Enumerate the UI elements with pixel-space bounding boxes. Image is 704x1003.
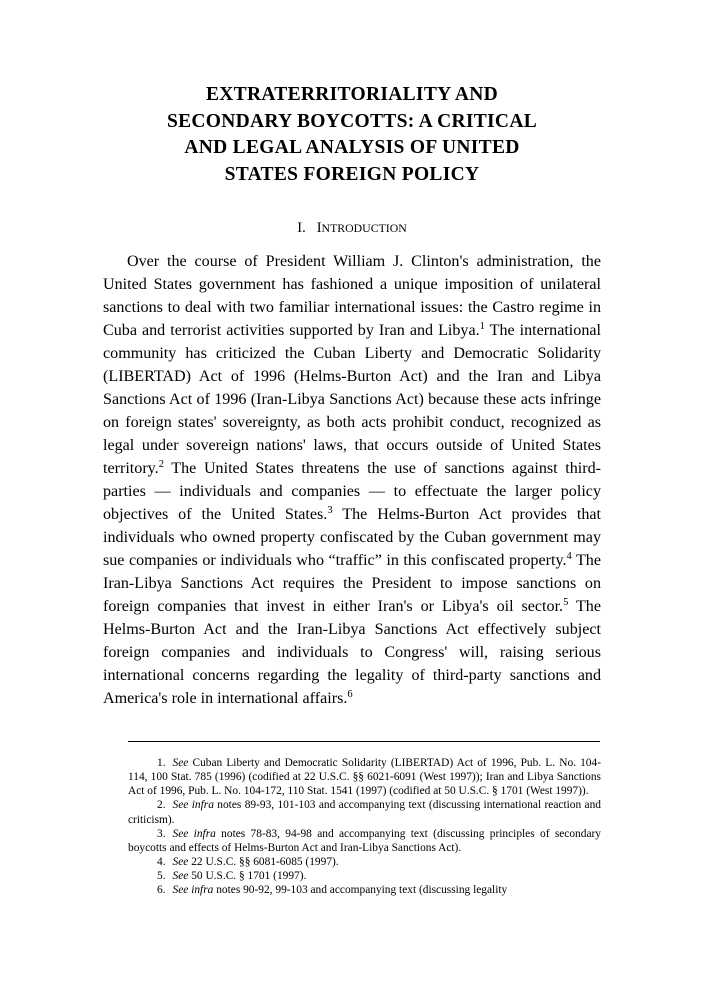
title-line-2: SECONDARY BOYCOTTS: A CRITICAL (166, 110, 538, 132)
body-run-3-text: The United States threatens the use of sanctions against third-parties — individuals and companies — to effectuate the larger policy objectives of the United States. (103, 460, 601, 524)
footnote-5-text: 50 U.S.C. § 1701 (1997). (188, 870, 307, 883)
footnote-ref-5[interactable]: 5 (563, 597, 569, 609)
footnote-3-number: 3. (157, 827, 166, 840)
body-run-5-text: The Iran-Libya Sanctions Act requires the President to impose sanctions on foreign companies that invest in either Iran's or Libya's oil sector. (103, 552, 601, 616)
body-paragraph (103, 250, 601, 710)
title-line-3: AND LEGAL ANALYSIS OF UNITED (184, 137, 520, 158)
footnote-ref-3[interactable]: 3 (327, 505, 333, 517)
footnote-5 (128, 869, 601, 883)
title-line-4: STATES FOREIGN POLICY (224, 163, 480, 185)
footnote-4-text: 22 U.S.C. §§ 6081-6085 (1997). (188, 856, 339, 869)
footnote-3 (128, 827, 601, 855)
title-line-1: EXTRATERRITORIALITY AND (205, 84, 499, 105)
section-heading-introduction (103, 218, 601, 238)
footnote-6-signal: See infra (172, 884, 214, 897)
body-run-2 (103, 322, 601, 477)
footnote-6 (128, 883, 601, 897)
footnote-ref-2[interactable]: 2 (158, 459, 164, 471)
footnote-ref-6[interactable]: 6 (347, 689, 353, 701)
footnote-1 (128, 756, 601, 798)
footnote-4-number: 4. (157, 856, 166, 869)
footnote-ref-1[interactable]: 1 (479, 321, 485, 333)
footnote-6-text: notes 90-92, 99-103 and accompanying text (discussing legality (213, 884, 508, 897)
body-text-block (103, 250, 601, 710)
footnote-2 (128, 798, 601, 826)
footnote-1-number: 1. (157, 757, 166, 769)
section-label-first-letter: I (316, 220, 322, 236)
footnote-6-number: 6. (157, 884, 166, 897)
section-label (317, 220, 407, 236)
footnote-1-signal: See (172, 757, 189, 769)
footnote-5-signal: See (172, 870, 189, 883)
footnote-2-signal: See infra (172, 799, 214, 812)
footnote-2-text: notes 89-93, 101-103 and accompanying text (discussing international reaction and criticism). (128, 799, 601, 826)
footnote-5-number: 5. (157, 870, 166, 883)
footnote-ref-4[interactable]: 4 (566, 551, 572, 563)
article-title (103, 82, 601, 188)
section-number: I. (297, 220, 306, 236)
footnote-2-number: 2. (157, 799, 166, 812)
section-label-remainder: NTRODUCTION (321, 221, 407, 235)
footnote-3-text: notes 78-83, 94-98 and accompanying text (discussing principles of secondary boycotts and effects of Helms-Burton Act and Iran-Libya Sanctions Act). (128, 827, 601, 854)
footnote-1-text: Cuban Liberty and Democratic Solidarity (LIBERTAD) Act of 1996, Pub. L. No. 104-114, 100 Stat. 785 (1996) (codified at 22 U.S.C. §§ 6021-6091 (West 1997)); Iran and Libya Sanctions Act of 1996, Pub. L. No. 104-172, 110 Stat. 1541 (1997) (codified at 50 U.S.C. § 1701 (West 1997)). (128, 757, 601, 798)
body-run-4-text: The Helms-Burton Act provides that individuals who owned property confiscated by the Cuban government may sue companies or individuals who “traffic” in this confiscated property. (103, 506, 601, 570)
body-run-6-text: The Helms-Burton Act and the Iran-Libya Sanctions Act effectively subject foreign companies and individuals to Congress' will, raising serious international concerns regarding the legality of third-party sanctions and America's role in international affairs. (103, 598, 601, 708)
footnote-4 (128, 855, 601, 869)
body-run-1-text: Over the course of President William J. Clinton's administration, the United States government has fashioned a unique imposition of unilateral sanctions to deal with two familiar international issues: the Castro regime in Cuba and terrorist activities supported by Iran and Libya. (103, 253, 601, 340)
footnote-4-signal: See (172, 856, 189, 869)
body-run-2-text: The international community has criticized the Cuban Liberty and Democratic Solidarity (LIBERTAD) Act of 1996 (Helms-Burton Act) and the Iran and Libya Sanctions Act of 1996 (Iran-Libya Sanctions Act) because these acts infringe on foreign states' sovereignty, as both acts prohibit conduct, recognized as legal under sovereign nations' laws, that occurs outside of United States territory. (103, 322, 601, 478)
footnote-3-signal: See infra (172, 827, 216, 840)
footnotes-block (128, 756, 601, 898)
footnote-separator-rule (128, 741, 600, 742)
